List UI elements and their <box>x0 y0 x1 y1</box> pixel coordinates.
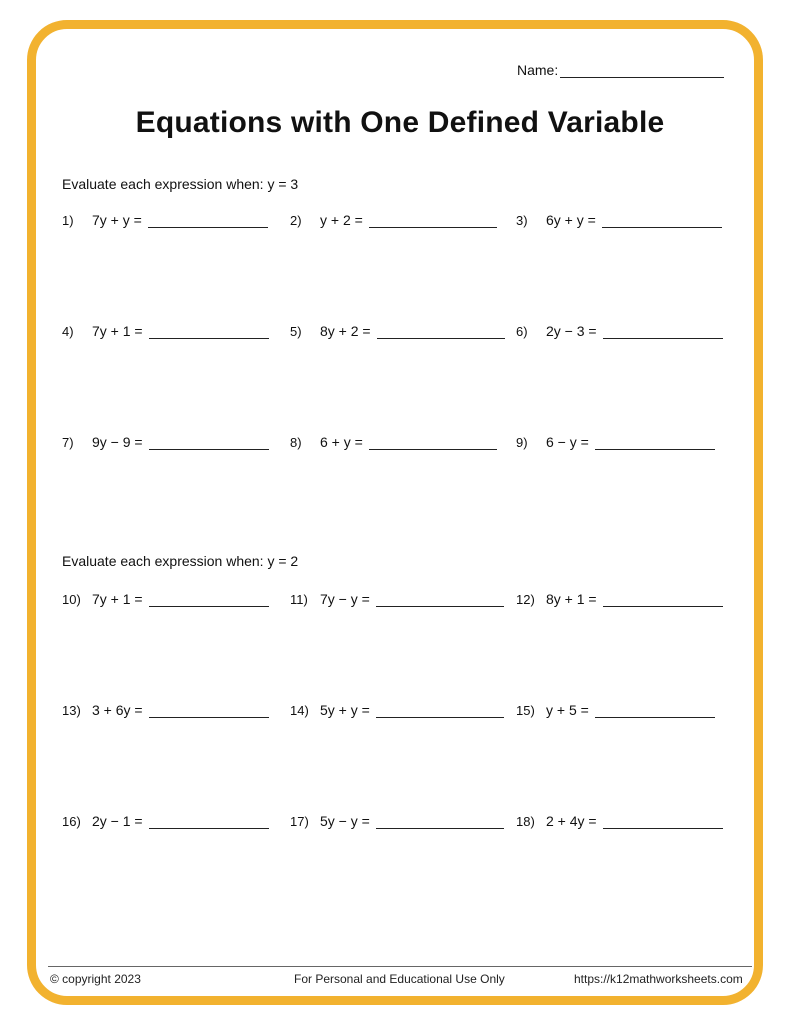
question-expression: y + 5 = <box>546 702 589 718</box>
question-item <box>62 813 269 829</box>
footer-usage: For Personal and Educational Use Only <box>294 972 505 986</box>
question-expression: 7y + 1 = <box>92 323 143 339</box>
question-expression: 6 + y = <box>320 434 363 450</box>
question-number: 13) <box>62 703 81 718</box>
question-number: 17) <box>290 814 309 829</box>
question-expression: 8y + 2 = <box>320 323 371 339</box>
question-number: 4) <box>62 324 74 339</box>
answer-line[interactable] <box>149 435 269 450</box>
answer-line[interactable] <box>603 592 723 607</box>
question-number: 18) <box>516 814 535 829</box>
footer-divider <box>48 966 752 967</box>
question-number: 14) <box>290 703 309 718</box>
question-item <box>62 702 269 718</box>
question-number: 10) <box>62 592 81 607</box>
question-number: 16) <box>62 814 81 829</box>
question-number: 11) <box>290 592 308 607</box>
answer-line[interactable] <box>595 435 715 450</box>
question-item <box>516 813 723 829</box>
name-answer-line[interactable] <box>560 62 724 78</box>
question-number: 3) <box>516 213 528 228</box>
answer-line[interactable] <box>376 592 504 607</box>
page-title: Equations with One Defined Variable <box>135 106 665 139</box>
answer-line[interactable] <box>376 814 504 829</box>
answer-line[interactable] <box>369 213 497 228</box>
question-item <box>516 434 715 450</box>
question-expression: 6 − y = <box>546 434 589 450</box>
question-item <box>290 591 504 607</box>
answer-line[interactable] <box>148 213 268 228</box>
question-number: 2) <box>290 213 302 228</box>
answer-line[interactable] <box>376 703 504 718</box>
question-number: 9) <box>516 435 528 450</box>
answer-line[interactable] <box>149 324 269 339</box>
answer-line[interactable] <box>603 324 723 339</box>
question-number: 7) <box>62 435 74 450</box>
question-expression: 5y − y = <box>320 813 370 829</box>
question-expression: 7y + y = <box>92 212 142 228</box>
question-expression: 6y + y = <box>546 212 596 228</box>
question-number: 12) <box>516 592 535 607</box>
question-item <box>62 434 269 450</box>
answer-line[interactable] <box>602 213 722 228</box>
question-number: 1) <box>62 213 74 228</box>
question-item <box>290 212 497 228</box>
name-field <box>517 62 724 78</box>
question-item <box>516 702 715 718</box>
question-item <box>516 323 723 339</box>
question-item <box>516 591 723 607</box>
question-expression: 7y + 1 = <box>92 591 143 607</box>
section-2-instruction: Evaluate each expression when: y = 2 <box>62 553 299 569</box>
answer-line[interactable] <box>369 435 497 450</box>
question-expression: 2y − 3 = <box>546 323 597 339</box>
question-number: 15) <box>516 703 535 718</box>
answer-line[interactable] <box>149 592 269 607</box>
question-expression: 2y − 1 = <box>92 813 143 829</box>
question-expression: 8y + 1 = <box>546 591 597 607</box>
question-item <box>62 591 269 607</box>
question-expression: 2 + 4y = <box>546 813 597 829</box>
answer-line[interactable] <box>149 703 269 718</box>
question-item <box>62 212 268 228</box>
question-expression: 9y − 9 = <box>92 434 143 450</box>
question-item <box>62 323 269 339</box>
question-expression: 7y − y = <box>320 591 370 607</box>
question-item <box>516 212 722 228</box>
answer-line[interactable] <box>377 324 505 339</box>
question-item <box>290 323 505 339</box>
question-expression: y + 2 = <box>320 212 363 228</box>
answer-line[interactable] <box>595 703 715 718</box>
question-item <box>290 813 504 829</box>
question-expression: 5y + y = <box>320 702 370 718</box>
question-number: 5) <box>290 324 302 339</box>
question-number: 8) <box>290 435 302 450</box>
footer-website: https://k12mathworksheets.com <box>574 972 743 986</box>
page-border <box>27 20 763 1005</box>
answer-line[interactable] <box>149 814 269 829</box>
question-item <box>290 434 497 450</box>
question-item <box>290 702 504 718</box>
name-label: Name: <box>517 62 559 78</box>
section-1-instruction: Evaluate each expression when: y = 3 <box>62 176 299 192</box>
footer-copyright: © copyright 2023 <box>50 972 141 986</box>
question-expression: 3 + 6y = <box>92 702 143 718</box>
answer-line[interactable] <box>603 814 723 829</box>
question-number: 6) <box>516 324 528 339</box>
